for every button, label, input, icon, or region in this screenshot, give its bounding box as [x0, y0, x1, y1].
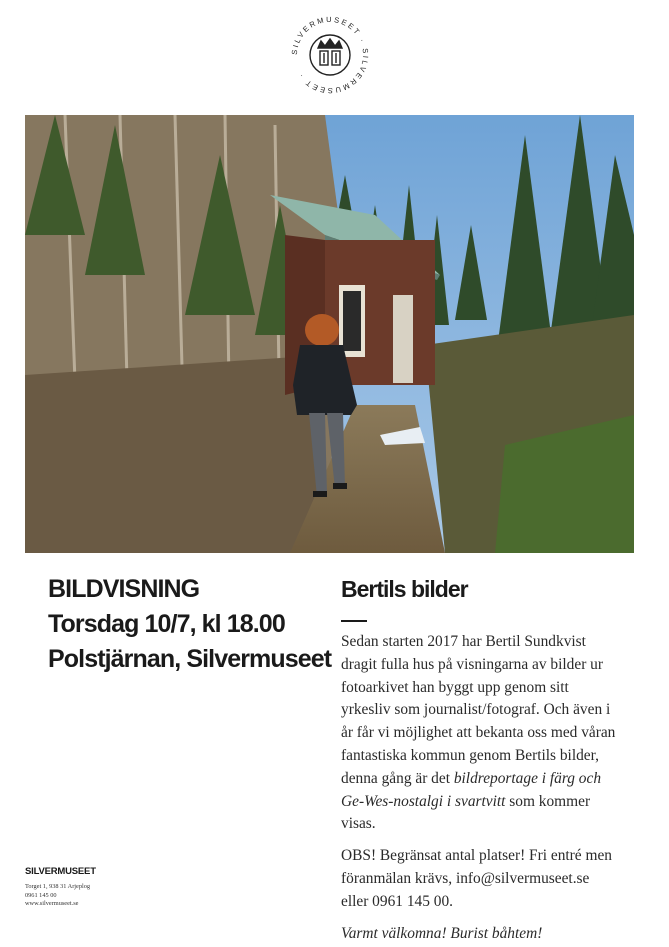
svg-text:SILVERMUSEET · SILVERMUSEET ·: [290, 15, 370, 95]
welcome-greeting: Varmt välkomna! Burist båhtem!: [341, 924, 543, 942]
silver-crown-emblem-icon: [310, 35, 350, 75]
headline-rule: [341, 620, 367, 622]
paragraph-text: Sedan starten 2017 har Bertil Sundkvist dragit fulla hus på visningarna av bilder ur fotoarkivet han byggt upp genom sitt yrkesliv som journalist/fotograf. Och även i år får vi möjlighet att bekanta oss med våran fantastiska kommun genom Bertils bilder, denna gång är det: [341, 633, 616, 787]
footer-address: [25, 866, 155, 909]
paragraph-italic-text: bildreportage i färg och Ge-Wes-nostalgi i svartvitt: [341, 769, 602, 810]
paragraph-end-text: som kommer visas.: [341, 792, 591, 833]
event-location: Polstjärnan, Silvermuseet: [48, 645, 332, 673]
event-info: [48, 572, 332, 677]
logo-ring-text: SILVERMUSEET · SILVERMUSEET ·: [290, 15, 370, 95]
article: [341, 572, 616, 945]
event-date-time: Torsdag 10/7, kl 18.00: [48, 610, 285, 638]
footer-website: www.silvermuseet.se: [25, 900, 79, 908]
footer-street: Torget 1, 938 31 Arjeplog: [25, 883, 91, 890]
registration-notice: OBS! Begränsat antal platser! Fri entré men föranmälan krävs, info@silvermuseet.se eller 0961 145 00.: [341, 847, 612, 910]
event-title: BILDVISNING: [48, 575, 200, 603]
silvermuseet-logo: [290, 15, 370, 95]
article-paragraph: [341, 631, 616, 836]
article-headline: Bertils bilder: [341, 576, 468, 602]
photo-cabin-in-forest-icon: [25, 115, 634, 553]
footer-org-name: SILVERMUSEET: [25, 866, 96, 877]
footer-phone: 0961 145 00: [25, 891, 57, 899]
